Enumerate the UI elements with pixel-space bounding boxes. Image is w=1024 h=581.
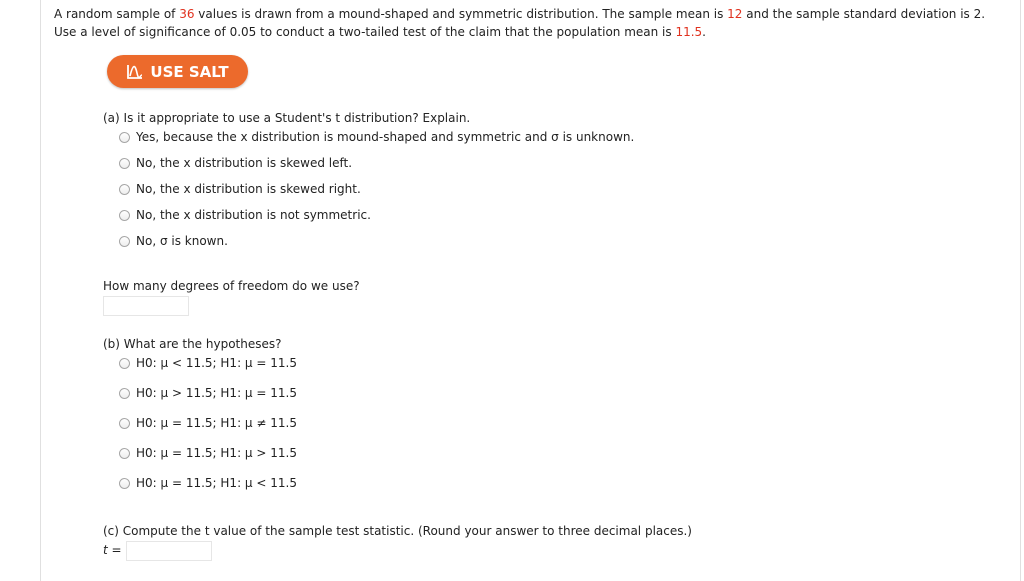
sample-size-value: 36 (179, 7, 195, 21)
part-a-option-3[interactable] (119, 182, 361, 196)
radio-button[interactable] (119, 448, 130, 459)
part-a-option-1[interactable] (119, 130, 634, 144)
hypothesis-label: H0: μ < 11.5; H1: μ = 11.5 (136, 356, 297, 370)
salt-chart-icon (126, 64, 144, 80)
part-b-question: (b) What are the hypotheses? (103, 337, 282, 351)
option-label: No, the x distribution is skewed right. (136, 182, 361, 196)
claimed-mean-value: 11.5 (675, 25, 703, 39)
hypothesis-label: H0: μ = 11.5; H1: μ > 11.5 (136, 446, 297, 460)
intro-text-4: Use a level of significance of 0.05 to conduct a two-tailed test of the claim that the population mean is (54, 25, 676, 39)
radio-button[interactable] (119, 158, 130, 169)
use-salt-label: USE SALT (150, 62, 229, 81)
radio-button[interactable] (119, 478, 130, 489)
radio-button[interactable] (119, 132, 130, 143)
option-label: No, σ is known. (136, 234, 228, 248)
part-a-option-2[interactable] (119, 156, 352, 170)
hypothesis-label: H0: μ > 11.5; H1: μ = 11.5 (136, 386, 297, 400)
df-input[interactable] (103, 296, 189, 316)
part-b-option-1[interactable] (119, 356, 297, 370)
intro-text-1: A random sample of (54, 7, 180, 21)
radio-button[interactable] (119, 388, 130, 399)
radio-button[interactable] (119, 184, 130, 195)
radio-button[interactable] (119, 418, 130, 429)
problem-statement (54, 5, 1014, 41)
part-a-option-4[interactable] (119, 208, 371, 222)
part-b-option-4[interactable] (119, 446, 297, 460)
df-question: How many degrees of freedom do we use? (103, 279, 360, 293)
option-label: No, the x distribution is skewed left. (136, 156, 353, 170)
radio-button[interactable] (119, 358, 130, 369)
sample-mean-value: 12 (727, 7, 743, 21)
t-value-input[interactable] (126, 541, 212, 561)
t-label: t = (103, 543, 122, 557)
part-a-option-5[interactable] (119, 234, 228, 248)
part-b-option-2[interactable] (119, 386, 297, 400)
intro-text-2: values is drawn from a mound-shaped and symmetric distribution. The sample mean is (194, 7, 728, 21)
hypothesis-label: H0: μ = 11.5; H1: μ ≠ 11.5 (136, 416, 297, 430)
option-label: No, the x distribution is not symmetric. (136, 208, 371, 222)
hypothesis-label: H0: μ = 11.5; H1: μ < 11.5 (136, 476, 297, 490)
part-c-question: (c) Compute the t value of the sample test statistic. (Round your answer to three decimal places.) (103, 524, 692, 538)
part-b-option-5[interactable] (119, 476, 297, 490)
option-label: Yes, because the x distribution is mound-shaped and symmetric and σ is unknown. (136, 130, 635, 144)
part-b-option-3[interactable] (119, 416, 297, 430)
radio-button[interactable] (119, 210, 130, 221)
radio-button[interactable] (119, 236, 130, 247)
intro-text-3: and the sample standard deviation is 2. (742, 7, 986, 21)
part-a-question: (a) Is it appropriate to use a Student's t distribution? Explain. (103, 111, 471, 125)
use-salt-button[interactable] (107, 55, 248, 88)
intro-text-5: . (702, 25, 706, 39)
